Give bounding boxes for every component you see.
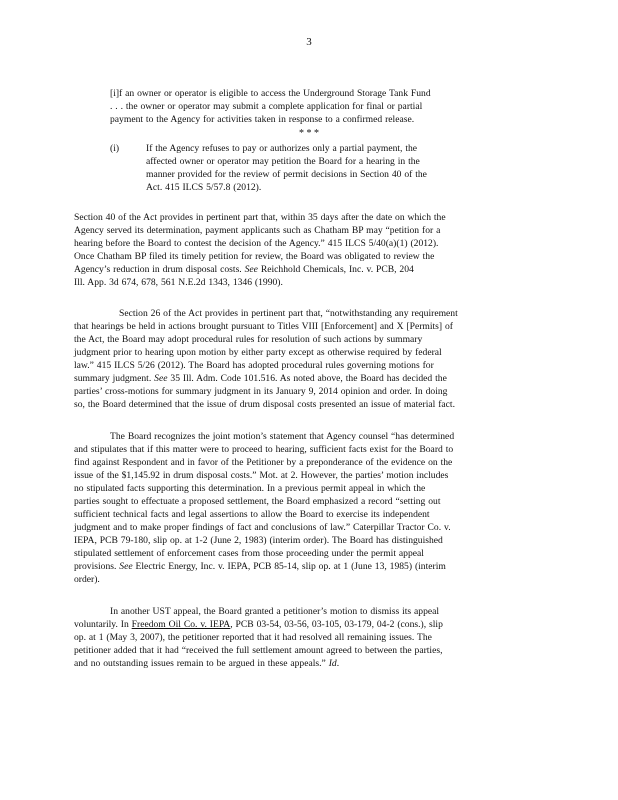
paragraph-line: judgment prior to hearing upon motion by either party except as otherwise required by federal bbox=[74, 347, 442, 358]
paragraph-line: issue of the $1,145.92 in drum disposal costs.” Mot. at 2. However, the parties’ motion includes bbox=[74, 470, 449, 481]
section-separator: * * * bbox=[299, 128, 319, 139]
citation-signal: See bbox=[244, 264, 258, 275]
citation-signal: See bbox=[119, 561, 133, 572]
paragraph-line: the Act, the Board may adopt procedural rules for resolution of such actions by summary bbox=[74, 334, 423, 345]
paragraph-line: and stipulates that if this matter were to proceed to hearing, sufficient facts exist for the Board to bbox=[74, 444, 454, 455]
paragraph-line: no stipulated facts supporting this determination. In a previous permit appeal in which the bbox=[74, 483, 426, 494]
citation-text: Electric Energy, Inc. v. IEPA, PCB 85-14, slip op. at 1 (June 13, 1985) (interim bbox=[135, 561, 446, 572]
paragraph-line: hearing before the Board to contest the decision of the Agency.” 415 ILCS 5/40(a)(1) (2012). bbox=[74, 238, 439, 249]
paragraph-line: stipulated settlement of enforcement cases from those proceeding under the permit appeal bbox=[74, 548, 424, 559]
page-number: 3 bbox=[306, 36, 312, 48]
paragraph-line: Section 40 of the Act provides in pertinent part that, within 35 days after the date on which the bbox=[74, 212, 446, 223]
text-run: and no outstanding issues remain to be argued in these appeals.” bbox=[74, 658, 326, 669]
paragraph-line: judgment and to make proper findings of fact and conclusions of law.” Caterpillar Tractor Co. v. bbox=[74, 522, 451, 533]
list-marker: (i) bbox=[110, 143, 120, 154]
paragraph-line: parties sought to effectuate a proposed settlement, the Board emphasized a record “setting out bbox=[74, 496, 441, 507]
citation-signal: See bbox=[154, 373, 168, 384]
paragraph-line bbox=[74, 658, 339, 670]
paragraph-line: Once Chatham BP filed its timely petition for review, the Board was obligated to review the bbox=[74, 251, 435, 262]
quote-line: If the Agency refuses to pay or authorizes only a partial payment, the bbox=[146, 143, 418, 154]
paragraph-line bbox=[74, 561, 446, 573]
paragraph-line: that hearings be held in actions brought pursuant to Titles VIII [Enforcement] and X [Permits] of bbox=[74, 321, 454, 332]
quote-line: affected owner or operator may petition the Board for a hearing in the bbox=[146, 156, 420, 167]
paragraph-line: sufficient technical facts and legal assertions to allow the Board to exercise its independent bbox=[74, 509, 430, 520]
paragraph-line: order). bbox=[74, 574, 100, 585]
paragraph-line: The Board recognizes the joint motion’s statement that Agency counsel “has determined bbox=[110, 431, 455, 442]
paragraph-line: Section 26 of the Act provides in pertinent part that, “notwithstanding any requirement bbox=[119, 308, 458, 319]
paragraph-line: law.” 415 ILCS 5/26 (2012). The Board has adopted procedural rules governing motions for bbox=[74, 360, 434, 371]
text-run: voluntarily. In bbox=[74, 619, 129, 630]
quote-line: payment to the Agency for activities taken in response to a confirmed release. bbox=[110, 114, 415, 125]
quote-line: . . . the owner or operator may submit a complete application for final or partial bbox=[110, 101, 423, 112]
paragraph-line: petitioner added that it had “received the full settlement amount agreed to between the parties, bbox=[74, 645, 443, 656]
paragraph-line: so, the Board determined that the issue of drum disposal costs presented an issue of material fact. bbox=[74, 399, 455, 410]
citation-signal: Id bbox=[328, 658, 337, 669]
text-run: Agency’s reduction in drum disposal costs. bbox=[74, 264, 242, 275]
paragraph-line: In another UST appeal, the Board granted a petitioner’s motion to dismiss its appeal bbox=[110, 606, 440, 617]
paragraph-line bbox=[74, 619, 443, 631]
paragraph-line: Ill. App. 3d 674, 678, 561 N.E.2d 1343, 1346 (1990). bbox=[74, 277, 283, 288]
case-citation: Freedom Oil Co. v. IEPA bbox=[131, 619, 231, 630]
quote-line: manner provided for the review of permit decisions in Section 40 of the bbox=[146, 169, 427, 180]
quote-line: Act. 415 ILCS 5/57.8 (2012). bbox=[146, 182, 262, 193]
text-run: summary judgment. bbox=[74, 373, 152, 384]
quote-line: [i]f an owner or operator is eligible to access the Underground Storage Tank Fund bbox=[110, 88, 431, 99]
text-run: . bbox=[336, 658, 340, 669]
citation-text: , PCB 03-54, 03-56, 03-105, 03-179, 04-2 (cons.), slip bbox=[230, 619, 443, 630]
paragraph-line bbox=[74, 373, 447, 385]
paragraph-line: Agency served its determination, payment applicants such as Chatham BP may “petition for a bbox=[74, 225, 441, 236]
paragraph-line: op. at 1 (May 3, 2007), the petitioner reported that it had resolved all remaining issues. The bbox=[74, 632, 432, 643]
paragraph-line: IEPA, PCB 79-180, slip op. at 1-2 (June 2, 1983) (interim order). The Board has distinguished bbox=[74, 535, 443, 546]
citation-text: 35 Ill. Adm. Code 101.516. As noted above, the Board has decided the bbox=[170, 373, 447, 384]
paragraph-line: find against Respondent and in favor of the Petitioner by a preponderance of the evidence on the bbox=[74, 457, 453, 468]
citation-text: Reichhold Chemicals, Inc. v. PCB, 204 bbox=[260, 264, 414, 275]
paragraph-line bbox=[74, 264, 414, 276]
text-run: provisions. bbox=[74, 561, 117, 572]
paragraph-line: parties’ cross-motions for summary judgment in its January 9, 2014 opinion and order. In doing bbox=[74, 386, 448, 397]
